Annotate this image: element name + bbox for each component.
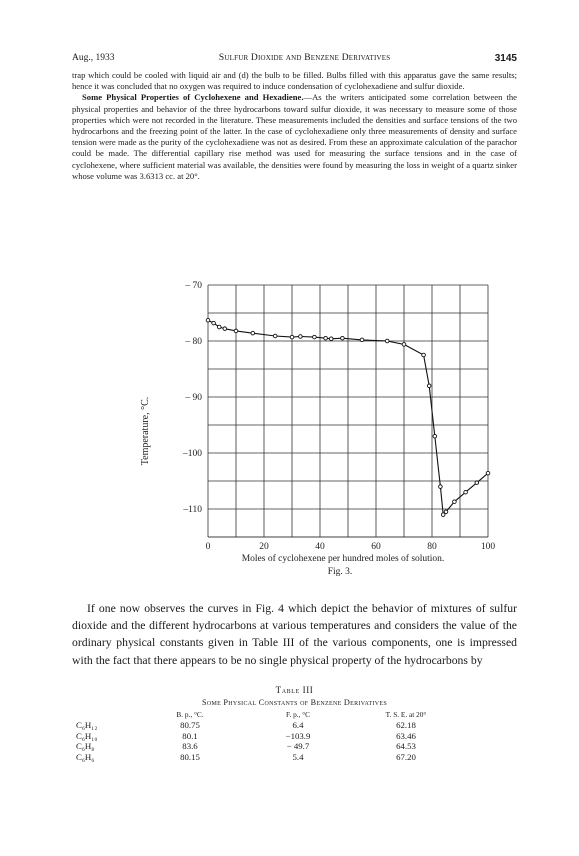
x-tick-label: 60: [371, 542, 381, 552]
table-cell: 63.46: [396, 730, 416, 741]
table-cell: C₆H₁₀: [76, 730, 98, 741]
constants-table: [76, 710, 462, 762]
data-point: [360, 338, 364, 342]
x-tick-label: 0: [205, 542, 211, 552]
data-point: [290, 335, 294, 339]
table-row: [76, 720, 462, 731]
table-row: [76, 741, 462, 752]
table-title: Table III: [275, 685, 314, 695]
table-header-cell: B. p., °C.: [176, 710, 204, 719]
header-title: Sulfur Dioxide and Benzene Derivatives: [218, 53, 391, 63]
table-cell: C₆H₆: [76, 751, 95, 762]
table-cell: 80.15: [180, 751, 200, 762]
data-point: [427, 384, 431, 388]
y-tick-label: – 90: [185, 393, 202, 403]
table-cell: 64.53: [396, 741, 416, 752]
figure-3: [100, 280, 540, 590]
data-point: [385, 339, 389, 343]
table-cell: C₆H₁₂: [76, 720, 98, 731]
table-cell: 5.4: [292, 751, 304, 762]
data-point: [251, 331, 255, 335]
table-cell: 67.20: [396, 751, 416, 762]
table-cell: 62.18: [396, 720, 416, 731]
data-point: [402, 343, 406, 347]
y-tick-label: –100: [183, 449, 202, 459]
table-header-cell: F. p., °C: [285, 710, 311, 719]
figure-caption: Fig. 3.: [327, 567, 353, 577]
table-cell: − 49.7: [286, 741, 310, 752]
data-point: [475, 481, 479, 485]
data-point: [206, 318, 210, 322]
table-cell: 83.6: [182, 741, 198, 752]
data-point: [234, 329, 238, 333]
y-tick-label: – 70: [185, 281, 202, 291]
table-cell: −103.9: [285, 730, 311, 741]
x-tick-label: 100: [480, 542, 496, 552]
header-date: Aug., 1933: [72, 53, 115, 63]
data-point: [453, 500, 457, 504]
data-point: [324, 336, 328, 340]
x-tick-label: 40: [315, 542, 325, 552]
data-point: [212, 321, 216, 325]
section-heading: Some Physical Properties of Cyclohexene and Hexadiene.: [82, 92, 304, 103]
data-point: [422, 353, 426, 357]
section-text: —As the writers anticipated some correlation between the physical properties and behavior of the three hydrocarbons toward sulfur dioxide, it was necessary to measure some of those properties which were not recorded in the literature. These measurements included the densities and surface tensions of the two hydrocarbons and the freezing point of the latter. In the case of cyclohexadiene only three measurements of density and surface tension were made as the purity of the cyclohexadiene was not as desired. From these an approximate calculation of the parachor could be made. The differential capillary rise method was used for measuring the surface tensions and in the case of cyclohexene, where sufficient material was available, the densities were found by measuring the loss in weight of a quartz sinker whose volume was 3.6313 cc. at 20°.: [72, 92, 517, 181]
table-header-cell: [76, 710, 134, 720]
intro-paragraph: trap which could be cooled with liquid air and (d) the bulb to be filled. Bulbs filled with this apparatus gave the same results; hence it was concluded that no oxygen was required to induce condensation of cyclohexadiene and sulfur dioxide.: [72, 70, 517, 92]
table-row: [76, 731, 462, 742]
data-point: [273, 334, 277, 338]
data-point: [329, 337, 333, 341]
data-point: [217, 325, 221, 329]
phase-diagram-chart: [100, 280, 540, 590]
section-paragraph: [72, 92, 517, 182]
table-cell: 80.75: [180, 720, 200, 731]
data-point: [299, 335, 303, 339]
y-axis-label: Temperature, °C.: [140, 396, 151, 466]
data-point: [486, 471, 490, 475]
table-cell: C₆H₈: [76, 741, 95, 752]
table-cell: 80.1: [182, 730, 198, 741]
body-paragraph-2: If one now observes the curves in Fig. 4 which depict the behavior of mixtures of sulfur dioxide and the different hydrocarbons at various temperatures and considers the value of the ordinary physical constants given in Table III of the various components, one is impressed with the fact that there appears to be no single physical property of the hydrocarbons by: [72, 602, 517, 667]
x-tick-label: 80: [427, 542, 437, 552]
y-tick-label: –110: [183, 505, 202, 515]
page-number: 3145: [494, 52, 517, 64]
data-point: [439, 485, 443, 489]
x-axis-label: Moles of cyclohexene per hundred moles of solution.: [241, 554, 445, 564]
table-cell: 6.4: [292, 720, 304, 731]
data-point: [464, 490, 468, 494]
data-point: [444, 510, 448, 514]
table-row: [76, 752, 462, 763]
data-point: [341, 336, 345, 340]
table-subtitle: Some Physical Constants of Benzene Derivatives: [201, 698, 388, 707]
body-text-top: [72, 70, 517, 182]
data-point: [223, 327, 227, 331]
y-tick-label: – 80: [185, 337, 202, 347]
x-tick-label: 20: [259, 542, 269, 552]
table-header-row: [76, 710, 462, 720]
data-point: [433, 434, 437, 438]
running-header: [72, 51, 517, 65]
table-header-cell: T. S. E. at 20°: [385, 710, 427, 719]
data-point: [313, 335, 317, 339]
